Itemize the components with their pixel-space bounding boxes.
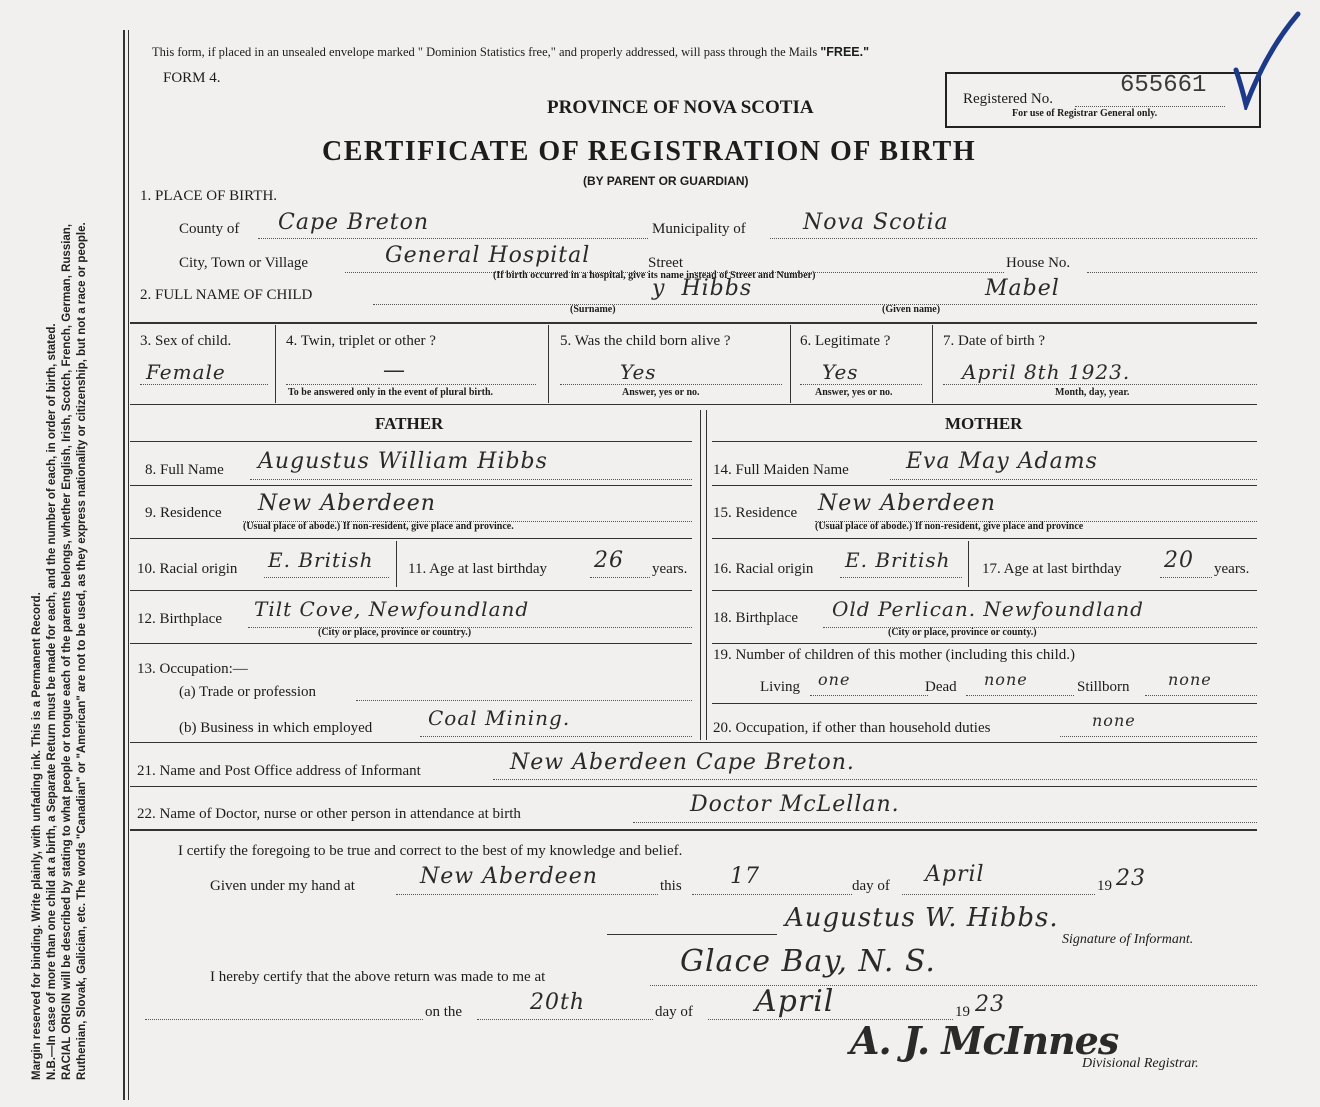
divider-certify	[130, 829, 1257, 831]
mother-name-label: 14. Full Maiden Name	[713, 462, 849, 478]
house-rule	[1087, 272, 1257, 273]
parents-divider	[700, 410, 701, 740]
business-label: (b) Business in which employed	[179, 720, 373, 736]
cell-divider-4	[932, 325, 933, 403]
father-name-value: Augustus William Hibbs	[258, 449, 548, 474]
child-surname	[652, 276, 752, 301]
city-label: City, Town or Village	[179, 255, 309, 271]
on-the-label: on the	[425, 1004, 463, 1020]
registrar-signature-label: Divisional Registrar.	[1082, 1056, 1199, 1071]
dob-note: Month, day, year.	[1055, 387, 1130, 398]
given-month-rule	[902, 894, 1095, 895]
registrar-year-prefix: 19	[955, 1004, 970, 1020]
mother-birthplace-value: Old Perlican. Newfoundland	[832, 597, 1144, 621]
divider-father-2	[130, 538, 692, 539]
mother-racial-rule	[840, 577, 962, 578]
divider-doctor	[130, 786, 1257, 787]
father-residence-value: New Aberdeen	[258, 491, 436, 516]
place-heading: 1. PLACE OF BIRTH.	[140, 188, 278, 204]
cell-divider-1	[275, 325, 276, 403]
county-label: County of	[179, 221, 240, 237]
father-occupation-label: 13. Occupation:—	[137, 661, 248, 677]
municipality-value: Nova Scotia	[803, 210, 949, 235]
mother-age-label: 17. Age at last birthday	[982, 561, 1122, 577]
registrar-lead-rule	[145, 1019, 423, 1020]
given-day-rule	[692, 894, 852, 895]
father-age-value: 26	[594, 548, 624, 573]
father-racial-label: 10. Racial origin	[137, 561, 238, 577]
margin-line-3: RACIAL ORIGIN will be described by stating to what people or tongue each of the parents belongs, whether English, Irish, Scotch, French, German, Russian,	[61, 223, 73, 1080]
divider-mother-3	[712, 590, 1257, 591]
hospital-note: (If birth occurred in a hospital, give its name instead of Street and Number)	[493, 270, 816, 281]
mother-residence-value: New Aberdeen	[818, 491, 996, 516]
divider-parents	[130, 404, 1257, 405]
given-day-value: 17	[730, 864, 760, 889]
father-residence-note: (Usual place of abode.) If non-resident, give place and province.	[243, 521, 514, 532]
registered-label: Registered No.	[963, 91, 1053, 107]
given-month-value: April	[925, 862, 985, 887]
doctor-value: Doctor McLellan.	[690, 792, 900, 817]
stillborn-label: Stillborn	[1077, 679, 1130, 695]
alive-note: Answer, yes or no.	[622, 387, 700, 398]
trade-rule	[356, 700, 692, 701]
business-rule	[420, 736, 692, 737]
informant-signature: Augustus W. Hibbs.	[785, 903, 1059, 933]
certify-statement: I certify the foregoing to be true and correct to the best of my knowledge and belief.	[178, 843, 683, 859]
surname-stroke: y	[652, 276, 666, 301]
father-heading: FATHER	[375, 414, 444, 433]
margin-line-4: Ruthenian, Slovak, Galician, etc. The words "Canadian" or "American" are not to be used, as they express nationality or citizenship, but not a race or people.	[76, 222, 88, 1080]
divider-father-3	[130, 590, 692, 591]
house-label: House No.	[1006, 255, 1071, 271]
alive-label: 5. Was the child born alive ?	[560, 333, 731, 349]
street-label: Street	[648, 255, 683, 271]
divider-mother-4	[712, 643, 1257, 644]
divider-father-1	[130, 485, 692, 486]
registrar-place-value: Glace Bay, N. S.	[680, 944, 936, 979]
dob-rule	[943, 384, 1257, 385]
page-title: CERTIFICATE OF REGISTRATION OF BIRTH	[322, 136, 977, 167]
county-rule	[258, 238, 648, 239]
trade-label: (a) Trade or profession	[179, 684, 317, 700]
father-age-label: 11. Age at last birthday	[408, 561, 547, 577]
alive-value: Yes	[620, 360, 657, 384]
registrar-year-suffix: 23	[975, 992, 1005, 1017]
municipality-rule	[770, 238, 1257, 239]
mother-racial-label: 16. Racial origin	[713, 561, 814, 577]
mother-birthplace-note: (City or place, province or county.)	[888, 627, 1037, 638]
mother-age-rule	[1160, 577, 1212, 578]
living-rule	[810, 695, 928, 696]
stillborn-rule	[1145, 695, 1257, 696]
informant-rule	[493, 779, 1257, 780]
dead-label: Dead	[925, 679, 957, 695]
margin-line-2: N.B.—In case of more than one child at a birth, a Separate Return must be made for each, and the number of each, in order of birth, stated.	[46, 323, 58, 1080]
legitimate-value: Yes	[822, 360, 859, 384]
page-subtitle: (BY PARENT OR GUARDIAN)	[583, 174, 749, 188]
father-birthplace-label: 12. Birthplace	[137, 611, 222, 627]
dob-value: April 8th 1923.	[962, 360, 1131, 384]
stillborn-value: none	[1168, 670, 1212, 689]
mother-birthplace-label: 18. Birthplace	[713, 610, 798, 626]
living-label: Living	[760, 679, 800, 695]
father-age-unit: years.	[652, 561, 688, 577]
business-value: Coal Mining.	[428, 706, 571, 730]
legitimate-rule	[800, 384, 922, 385]
registrar-day-of-label: day of	[655, 1004, 693, 1020]
surname-note: (Surname)	[570, 304, 616, 315]
divider-mother-heading	[712, 441, 1257, 442]
mother-age-value: 20	[1164, 548, 1194, 573]
child-surname-text: Hibbs	[681, 276, 753, 301]
check-mark-icon	[1232, 10, 1302, 110]
father-name-rule	[250, 479, 692, 480]
mother-residence-label: 15. Residence	[713, 505, 798, 521]
form-number: FORM 4.	[163, 70, 221, 86]
dob-label: 7. Date of birth ?	[943, 333, 1046, 349]
legitimate-label: 6. Legitimate ?	[800, 333, 891, 349]
divider-father-heading	[130, 441, 692, 442]
father-name-label: 8. Full Name	[145, 462, 224, 478]
registered-rule	[1075, 106, 1225, 107]
cell-divider-2	[548, 325, 549, 403]
divider-informant	[130, 742, 1257, 743]
registrar-note: For use of Registrar General only.	[1012, 108, 1158, 119]
given-year-prefix: 19	[1097, 878, 1112, 894]
twin-label: 4. Twin, triplet or other ?	[286, 333, 436, 349]
informant-signature-rule	[607, 934, 777, 935]
twin-value: —	[383, 358, 406, 383]
cell-divider-3	[790, 325, 791, 403]
children-label: 19. Number of children of this mother (including this child.)	[713, 647, 1076, 663]
margin-line-1: Margin reserved for binding. Write plainly, with unfading ink. This is a Permanent Record.	[31, 592, 43, 1080]
dead-rule	[966, 695, 1074, 696]
registrar-day-rule	[477, 1019, 653, 1020]
mother-occupation-value: none	[1092, 711, 1136, 730]
given-year-suffix: 23	[1116, 866, 1146, 891]
living-value: one	[818, 670, 851, 689]
registrar-place-rule	[650, 985, 1257, 986]
registered-number: 655661	[1120, 72, 1207, 99]
margin-instructions	[30, 222, 90, 1080]
divider-mother-1	[712, 485, 1257, 486]
child-name-label: 2. FULL NAME OF CHILD	[140, 287, 313, 303]
divider-mother-5	[712, 703, 1257, 704]
mother-residence-note: (Usual place of abode.) If non-resident, give place and province	[815, 521, 1084, 532]
given-name-note: (Given name)	[882, 304, 941, 315]
child-name-rule	[373, 304, 1257, 305]
mail-free-text: "FREE."	[820, 45, 870, 59]
informant-value: New Aberdeen Cape Breton.	[510, 750, 855, 775]
province-heading: PROVINCE OF NOVA SCOTIA	[547, 97, 814, 118]
child-given-name: Mabel	[985, 276, 1060, 301]
given-place-value: New Aberdeen	[420, 864, 598, 889]
mother-racial-divider	[968, 541, 969, 587]
doctor-label: 22. Name of Doctor, nurse or other person in attendance at birth	[137, 806, 521, 822]
mail-notice	[152, 45, 869, 60]
mother-name-rule	[890, 479, 1257, 480]
this-label: this	[660, 878, 682, 894]
father-birthplace-note: (City or place, province or country.)	[318, 627, 472, 638]
given-place-rule	[396, 894, 658, 895]
given-label: Given under my hand at	[210, 878, 355, 894]
municipality-label: Municipality of	[652, 221, 746, 237]
father-racial-rule	[264, 577, 389, 578]
sex-rule	[140, 384, 268, 385]
father-residence-label: 9. Residence	[145, 505, 222, 521]
informant-signature-label: Signature of Informant.	[1062, 932, 1194, 947]
mother-name-value: Eva May Adams	[906, 449, 1098, 474]
dead-value: none	[984, 670, 1028, 689]
given-day-of-label: day of	[852, 878, 890, 894]
sex-label: 3. Sex of child.	[140, 333, 232, 349]
mother-occupation-rule	[1060, 736, 1257, 737]
mother-racial-value: E. British	[845, 548, 951, 572]
mother-occupation-label: 20. Occupation, if other than household duties	[713, 720, 991, 736]
informant-label: 21. Name and Post Office address of Informant	[137, 763, 421, 779]
mother-heading: MOTHER	[945, 414, 1023, 433]
father-racial-divider	[396, 541, 397, 587]
twin-note: To be answered only in the event of plural birth.	[288, 387, 494, 398]
margin-rule-inner	[128, 30, 129, 1100]
margin-rule	[123, 30, 125, 1100]
registrar-month-value: April	[755, 984, 835, 1019]
doctor-rule	[633, 822, 1257, 823]
registrar-statement: I hereby certify that the above return was made to me at	[210, 969, 546, 985]
father-age-rule	[590, 577, 650, 578]
father-birthplace-value: Tilt Cove, Newfoundland	[254, 597, 530, 621]
legitimate-note: Answer, yes or no.	[815, 387, 893, 398]
registrar-signature: A. J. McInnes	[850, 1018, 1119, 1063]
city-value: General Hospital	[385, 243, 591, 268]
divider-mother-2	[712, 538, 1257, 539]
twin-rule	[286, 384, 536, 385]
county-value: Cape Breton	[278, 210, 430, 235]
mail-notice-text: This form, if placed in an unsealed envelope marked " Dominion Statistics free," and properly addressed, will pass through the Mails	[152, 45, 818, 59]
mother-age-unit: years.	[1214, 561, 1250, 577]
divider-child	[130, 322, 1257, 324]
registrar-day-value: 20th	[530, 990, 586, 1015]
sex-value: Female	[146, 360, 226, 384]
alive-rule	[560, 384, 782, 385]
father-racial-value: E. British	[268, 548, 374, 572]
parents-divider-inner	[706, 410, 707, 740]
divider-father-4	[130, 643, 692, 644]
